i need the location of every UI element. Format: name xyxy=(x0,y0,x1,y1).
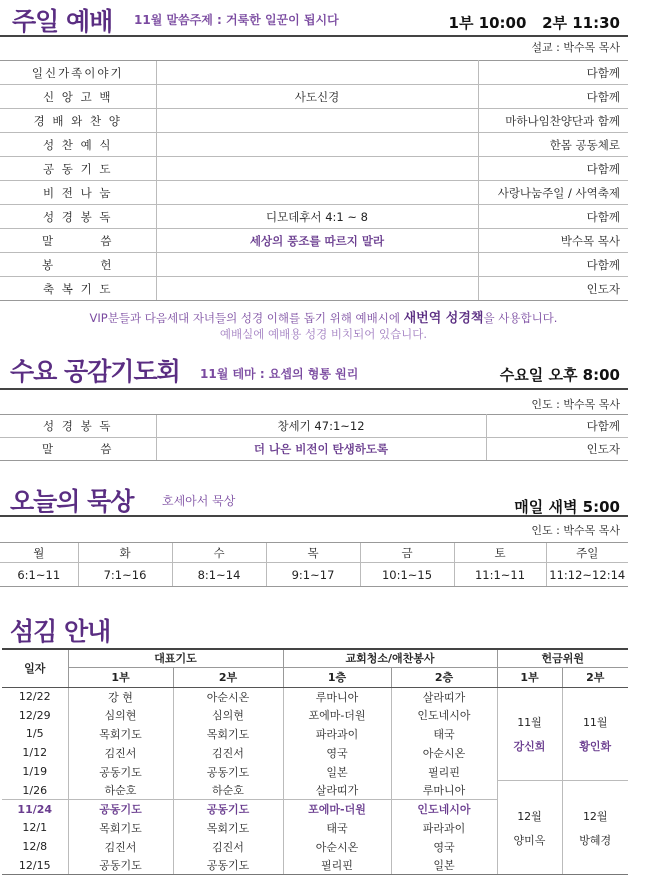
order-content: 창세기 47:1~12 xyxy=(156,415,486,438)
service-cell-c1: 필리핀 xyxy=(283,856,391,875)
order-who: 마하나임찬양단과 함께 xyxy=(478,109,628,133)
wednesday-title: 수요 공감기도회 xyxy=(10,357,180,386)
divider xyxy=(0,388,628,390)
order-content: 더 나은 비전이 탄생하도록 xyxy=(156,438,486,461)
service-cell-p1: 목회기도 xyxy=(68,819,173,838)
service-cell-c2: 일본 xyxy=(391,856,497,875)
meditation-day: 토 xyxy=(454,543,546,563)
order-content xyxy=(156,61,478,85)
order-who: 사랑나눔주일 / 사역축제 xyxy=(478,181,628,205)
order-who: 다함께 xyxy=(478,61,628,85)
meditation-subtitle: 호세아서 묵상 xyxy=(162,494,236,508)
sunday-order-row xyxy=(0,277,628,301)
sunday-order-row xyxy=(0,85,628,109)
service-cell-c1: 일본 xyxy=(283,762,391,781)
offering-name: 양미옥 xyxy=(513,833,546,847)
order-item: 성 찬 예 식 xyxy=(0,133,156,157)
meditation-passage: 8:1~14 xyxy=(172,563,266,587)
service-cell-c1: 포에마-더원 xyxy=(283,800,391,819)
sunday-order-row xyxy=(0,109,628,133)
service-cell-p1: 심의현 xyxy=(68,706,173,725)
sunday-order-row xyxy=(0,205,628,229)
order-content xyxy=(156,157,478,181)
col-date-header: 일자 xyxy=(2,649,68,687)
col-prayer-header: 대표기도 xyxy=(68,649,283,667)
meditation-day: 주일 xyxy=(546,543,628,563)
order-who: 다함께 xyxy=(478,253,628,277)
meditation-day: 수 xyxy=(172,543,266,563)
meditation-day: 화 xyxy=(78,543,172,563)
service-cell-p1: 공동기도 xyxy=(68,856,173,875)
offering-cell-o1 xyxy=(497,781,562,875)
order-content xyxy=(156,277,478,301)
meditation-time: 매일 새벽 5:00 xyxy=(514,498,620,516)
order-content xyxy=(156,133,478,157)
offering-cell-o1 xyxy=(497,687,562,781)
sunday-preacher: 설교 : 박수목 목사 xyxy=(531,41,620,54)
meditation-passage: 6:1~11 xyxy=(0,563,78,587)
service-cell-p1: 공동기도 xyxy=(68,762,173,781)
order-who: 다함께 xyxy=(478,85,628,109)
wednesday-theme: 11월 테마 : 요셉의 형통 원리 xyxy=(200,367,359,381)
offering-month: 11월 xyxy=(517,715,542,729)
divider xyxy=(0,35,628,37)
order-content xyxy=(156,109,478,133)
order-item: 봉 헌 xyxy=(0,253,156,277)
service-table xyxy=(2,648,628,875)
order-item: 성 경 봉 독 xyxy=(0,205,156,229)
col-offering-1: 1부 xyxy=(497,667,562,687)
service-cell-c2: 아순시온 xyxy=(391,743,497,762)
service-cell-c1: 파라과이 xyxy=(283,725,391,744)
sunday-order-row xyxy=(0,61,628,85)
meditation-table xyxy=(0,542,628,587)
order-item: 경 배 와 찬 양 xyxy=(0,109,156,133)
sunday-time: 1부 10:00 2부 11:30 xyxy=(448,14,620,32)
order-who: 인도자 xyxy=(486,438,628,461)
service-cell-date: 1/5 xyxy=(25,727,44,741)
service-cell-p2: 공동기도 xyxy=(173,856,283,875)
service-cell-c1: 영국 xyxy=(283,743,391,762)
meditation-day: 금 xyxy=(360,543,454,563)
service-cell-c2: 루마니아 xyxy=(391,781,497,800)
sunday-theme: 11월 말씀주제 : 거룩한 일꾼이 됩시다 xyxy=(134,13,339,27)
order-item: 신 앙 고 백 xyxy=(0,85,156,109)
col-prayer-2: 2부 xyxy=(173,667,283,687)
service-cell-c2: 인도네시아 xyxy=(391,706,497,725)
col-cleaning-2: 2층 xyxy=(391,667,497,687)
sunday-order-row xyxy=(0,157,628,181)
order-content xyxy=(156,181,478,205)
meditation-passage: 10:1~15 xyxy=(360,563,454,587)
meditation-leader: 인도 : 박수목 목사 xyxy=(531,524,620,537)
service-cell-p2: 공동기도 xyxy=(173,762,283,781)
wednesday-order-table xyxy=(0,414,628,461)
service-row xyxy=(2,781,628,800)
service-cell-c1: 루마니아 xyxy=(283,687,391,706)
order-item: 말 씀 xyxy=(0,438,156,461)
meditation-day: 월 xyxy=(0,543,78,563)
service-cell-p1: 하순호 xyxy=(68,781,173,800)
service-cell-c2: 필리핀 xyxy=(391,762,497,781)
service-cell-p2: 목회기도 xyxy=(173,819,283,838)
offering-month: 12월 xyxy=(582,809,608,823)
sunday-order-table xyxy=(0,60,628,301)
meditation-passage: 11:12~12:14 xyxy=(546,563,628,587)
service-title: 섬김 안내 xyxy=(10,617,111,646)
offering-cell-o2 xyxy=(562,687,628,781)
service-cell-p2: 김진서 xyxy=(173,837,283,856)
order-who: 한몸 공동체로 xyxy=(478,133,628,157)
service-row xyxy=(2,687,628,706)
meditation-title: 오늘의 묵상 xyxy=(10,487,134,516)
service-cell-c2: 살라띠가 xyxy=(391,687,497,706)
service-cell-date: 12/29 xyxy=(18,708,51,722)
order-item: 말 씀 xyxy=(0,229,156,253)
service-cell-p2: 김진서 xyxy=(173,743,283,762)
service-cell-p2: 공동기도 xyxy=(173,800,283,819)
service-cell-p2: 목회기도 xyxy=(173,725,283,744)
meditation-day: 목 xyxy=(266,543,360,563)
service-cell-p1: 목회기도 xyxy=(68,725,173,744)
wednesday-order-row xyxy=(0,415,628,438)
order-who: 박수목 목사 xyxy=(478,229,628,253)
order-who: 다함께 xyxy=(478,205,628,229)
order-item: 비 전 나 눔 xyxy=(0,181,156,205)
service-cell-c2: 파라과이 xyxy=(391,819,497,838)
service-cell-p2: 하순호 xyxy=(173,781,283,800)
offering-name: 강신희 xyxy=(513,739,546,753)
service-cell-p1: 김진서 xyxy=(68,743,173,762)
order-content xyxy=(156,253,478,277)
wednesday-time: 수요일 오후 8:00 xyxy=(499,366,620,384)
order-content: 디모데후서 4:1 ~ 8 xyxy=(156,205,478,229)
offering-month: 11월 xyxy=(582,715,608,729)
service-cell-p1: 김진서 xyxy=(68,837,173,856)
service-cell-date: 12/1 xyxy=(22,821,48,835)
service-cell-c1: 포에마-더원 xyxy=(283,706,391,725)
notice-text: VIP분들과 다음세대 자녀들의 성경 이해를 돕기 위해 예배시에 xyxy=(89,311,404,325)
meditation-passage: 9:1~17 xyxy=(266,563,360,587)
meditation-passage: 11:1~11 xyxy=(454,563,546,587)
service-cell-date: 12/22 xyxy=(18,690,51,704)
service-cell-p1: 공동기도 xyxy=(68,800,173,819)
notice-highlight: 새번역 성경책 xyxy=(403,311,484,326)
service-cell-c1: 살라띠가 xyxy=(283,781,391,800)
wednesday-order-row xyxy=(0,438,628,461)
service-cell-date: 11/24 xyxy=(2,800,68,819)
meditation-passage: 7:1~16 xyxy=(78,563,172,587)
service-cell-c1: 아순시온 xyxy=(283,837,391,856)
order-who: 다함께 xyxy=(478,157,628,181)
service-cell-p2: 아순시온 xyxy=(173,687,283,706)
order-who: 다함께 xyxy=(486,415,628,438)
wednesday-leader: 인도 : 박수목 목사 xyxy=(531,398,620,411)
sunday-title: 주일 예배 xyxy=(12,7,113,36)
order-content: 세상의 풍조를 따르지 말라 xyxy=(156,229,478,253)
service-cell-c2: 영국 xyxy=(391,837,497,856)
order-item: 성 경 봉 독 xyxy=(0,415,156,438)
service-cell-date: 12/8 xyxy=(22,840,48,854)
order-item: 일신가족이야기 xyxy=(0,61,156,85)
service-cell-c2: 인도네시아 xyxy=(391,800,497,819)
sunday-order-row xyxy=(0,229,628,253)
order-item: 축 복 기 도 xyxy=(0,277,156,301)
col-offering-header: 헌금위원 xyxy=(497,649,628,667)
notice-text: 을 사용합니다. xyxy=(483,311,558,325)
col-offering-2: 2부 xyxy=(562,667,628,687)
divider xyxy=(0,515,628,517)
service-cell-date: 1/19 xyxy=(22,765,48,779)
service-cell-c2: 태국 xyxy=(391,725,497,744)
col-prayer-1: 1부 xyxy=(68,667,173,687)
col-cleaning-1: 1층 xyxy=(283,667,391,687)
sunday-order-row xyxy=(0,181,628,205)
col-cleaning-header: 교회청소/애찬봉사 xyxy=(283,649,497,667)
sunday-notice-line1 xyxy=(0,307,647,326)
offering-month: 12월 xyxy=(517,809,542,823)
service-cell-date: 1/12 xyxy=(22,746,48,760)
order-item: 공 동 기 도 xyxy=(0,157,156,181)
offering-name: 황인화 xyxy=(579,739,612,753)
sunday-order-row xyxy=(0,133,628,157)
order-content: 사도신경 xyxy=(156,85,478,109)
service-cell-c1: 태국 xyxy=(283,819,391,838)
service-cell-p2: 심의현 xyxy=(173,706,283,725)
service-cell-date: 12/15 xyxy=(2,856,68,875)
sunday-notice-line2: 예배실에 예배용 성경 비치되어 있습니다. xyxy=(219,327,428,341)
offering-name: 방혜경 xyxy=(579,833,612,847)
offering-cell-o2 xyxy=(562,781,628,875)
order-who: 인도자 xyxy=(478,277,628,301)
sunday-order-row xyxy=(0,253,628,277)
service-cell-date: 1/26 xyxy=(22,783,48,797)
service-cell-p1: 강 현 xyxy=(68,687,173,706)
